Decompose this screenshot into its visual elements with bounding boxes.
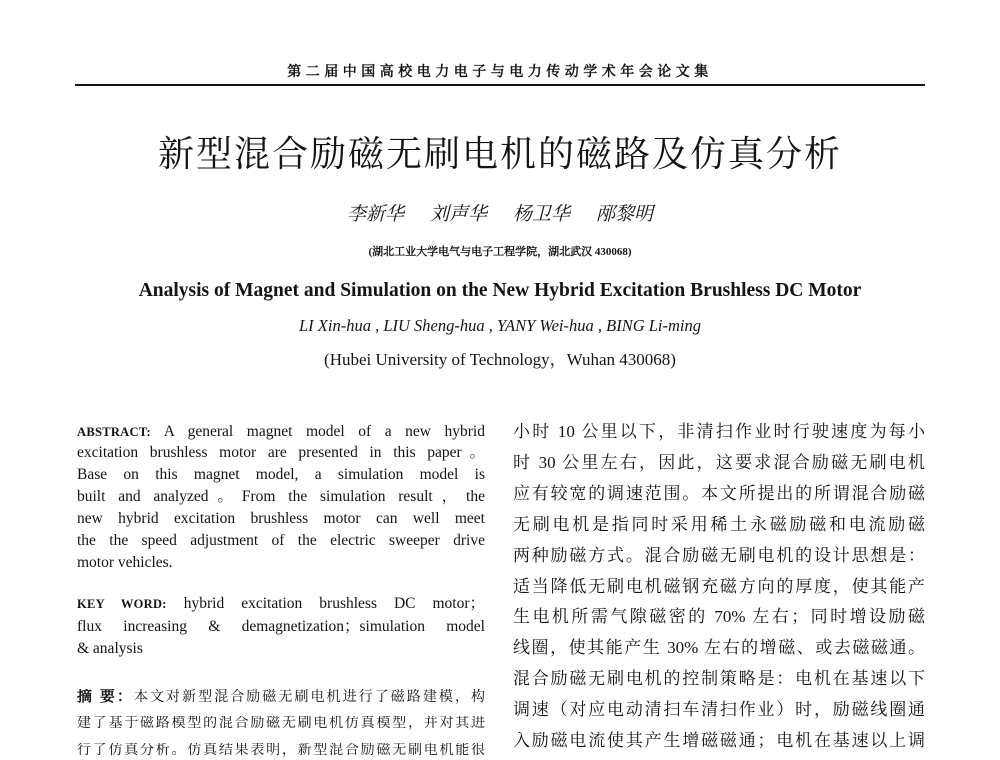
- body-text-line: 应有较宽的调速范围。本文所提出的所谓混合励磁: [513, 484, 925, 503]
- abstract-cn-label: 摘 要：: [77, 689, 134, 705]
- abstract-en-line: built and analyzed。From the simulation result，the: [77, 488, 485, 505]
- paper-title-en: Analysis of Magnet and Simulation on the New Hybrid Excitation Brushless DC Motor: [138, 280, 862, 301]
- abstract-en-line: motor vehicles.: [77, 554, 173, 571]
- body-text-line: 小时 10 公里以下，非清扫作业时行驶速度为每小: [513, 422, 925, 441]
- author-name: 杨卫华: [513, 204, 571, 225]
- abstract-en-label: ABSTRACT:: [77, 425, 152, 439]
- proceedings-header: 第二届中国高校电力电子与电力传动学术年会论文集: [287, 64, 713, 80]
- abstract-en-line: new hybrid excitation brushless motor can well meet: [77, 510, 485, 527]
- keywords-en-label: KEY WORD:: [77, 597, 167, 611]
- authors-cn: [0, 203, 1000, 227]
- abstract-cn-line: 行了仿真分析。仿真结果表明，新型混合励磁无刷电机能很: [77, 743, 485, 758]
- body-text-line: 适当降低无刷电机磁钢充磁方向的厚度，使其能产: [513, 577, 925, 596]
- body-text-line: 无刷电机是指同时采用稀土永磁励磁和电流励磁: [513, 515, 925, 534]
- author-name: 李新华: [346, 204, 404, 225]
- body-text-line: 线圈，使其能产生 30% 左右的增磁、或去磁磁通。: [513, 638, 925, 657]
- paper-title-cn: 新型混合励磁无刷电机的磁路及仿真分析: [157, 134, 842, 175]
- abstract-en-line: excitation brushless motor are presented in this paper。: [77, 444, 485, 461]
- affiliation-en: (Hubei University of Technology，Wuhan 430068): [324, 350, 676, 369]
- header-rule: [75, 84, 925, 86]
- author-name: 邴黎明: [596, 204, 654, 225]
- keywords-en-line: flux increasing & demagnetization；simulation model: [77, 618, 485, 635]
- abstract-en-text: A general magnet model of a new hybrid: [163, 423, 485, 440]
- authors-en: LI Xin-hua , LIU Sheng-hua , YANY Wei-hua , BING Li-ming: [298, 316, 702, 335]
- body-text-line: 生电机所需气隙磁密的 70% 左右；同时增设励磁: [513, 607, 925, 626]
- author-name: 刘声华: [429, 204, 487, 225]
- abstract-en-line: [77, 422, 485, 442]
- body-text-line: 时 30 公里左右，因此，这要求混合励磁无刷电机: [513, 453, 925, 472]
- abstract-en-line: the the speed adjustment of the electric sweeper drive: [77, 532, 485, 549]
- abstract-cn-line: [77, 689, 485, 705]
- body-text-line: 调速（对应电动清扫车清扫作业）时，励磁线圈通: [513, 700, 925, 719]
- affiliation-cn: (湖北工业大学电气与电子工程学院，湖北武汉 430068): [368, 246, 632, 258]
- body-text-line: 入励磁电流使其产生增磁磁通；电机在基速以上调: [513, 731, 925, 750]
- body-text-line: 两种励磁方式。混合励磁无刷电机的设计思想是：: [513, 546, 925, 565]
- abstract-en-line: Base on this magnet model, a simulation model is: [77, 466, 485, 483]
- keywords-en-line: [77, 594, 485, 614]
- abstract-cn-line: 建了基于磁路模型的混合励磁无刷电机仿真模型，并对其进: [77, 716, 485, 731]
- body-text-line: 混合励磁无刷电机的控制策略是：电机在基速以下: [513, 669, 925, 688]
- abstract-cn-text: 本文对新型混合励磁无刷电机进行了磁路建模，构: [133, 690, 485, 705]
- keywords-en-text: hybrid excitation brushless DC motor；: [183, 595, 485, 612]
- keywords-en-line: & analysis: [77, 640, 143, 657]
